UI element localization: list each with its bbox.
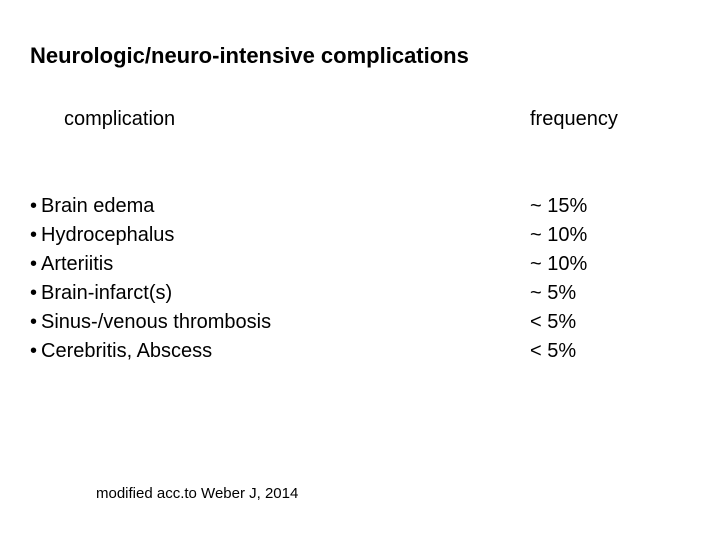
frequency-value: ~ 10% [530,224,588,246]
frequency-value: ~ 15% [530,195,588,217]
frequency-value: ~ 10% [530,253,588,275]
frequency-value: < 5% [530,340,577,362]
frequency-value: < 5% [530,311,577,333]
complication-item [30,279,271,308]
complication-label: Cerebritis, Abscess [41,340,213,362]
complication-item [30,192,271,221]
complication-item [30,250,271,279]
complication-label: Brain edema [41,195,155,217]
complication-label: Arteriitis [41,253,114,275]
frequency-column-header: frequency [530,108,618,130]
complication-list [30,192,271,366]
bullet-icon: • [30,311,38,333]
citation: modified acc.to Weber J, 2014 [96,485,299,502]
complication-item [30,308,271,337]
frequency-list [530,192,587,366]
bullet-icon: • [30,340,38,362]
slide-title: Neurologic/neuro-intensive complications [30,43,469,68]
bullet-icon: • [30,195,38,217]
complication-label: Hydrocephalus [41,224,175,246]
bullet-icon: • [30,224,38,246]
bullet-icon: • [30,253,38,275]
complication-column-header: complication [64,108,176,130]
bullet-icon: • [30,282,38,304]
frequency-value: ~ 5% [530,282,577,304]
complication-item [30,337,271,366]
complication-item [30,221,271,250]
complication-label: Brain-infarct(s) [41,282,173,304]
complication-label: Sinus-/venous thrombosis [41,311,272,333]
